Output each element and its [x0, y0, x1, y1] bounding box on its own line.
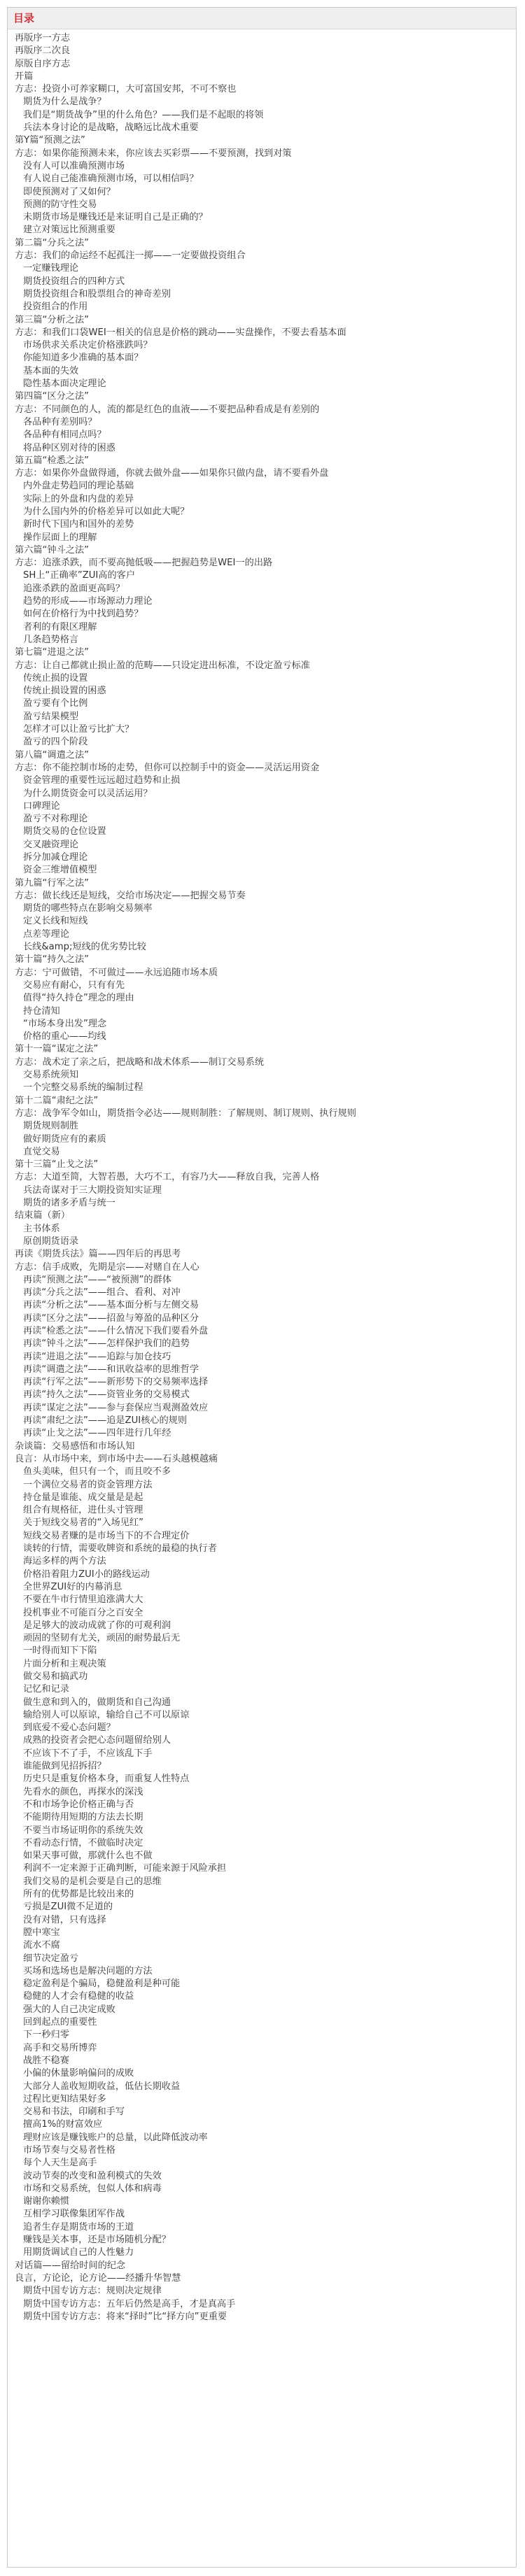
- toc-subentry[interactable]: 定义长线和短线: [23, 916, 88, 927]
- toc-subentry[interactable]: 记忆和记录: [23, 1684, 69, 1695]
- toc-subentry[interactable]: 每个人天生是高手: [23, 2158, 97, 2169]
- toc-subentry[interactable]: 传统止损的设置: [23, 672, 88, 684]
- toc-entry[interactable]: 杂谈篇：交易感悟和市场认知: [15, 1441, 135, 1452]
- toc-subentry[interactable]: 建立对策远比预测重要: [23, 225, 115, 236]
- toc-subentry[interactable]: 成熟的投资者会把心态问题留给别人: [23, 1735, 171, 1746]
- toc-subentry[interactable]: 谁能做到见招拆招？: [23, 1761, 106, 1772]
- toc-subentry[interactable]: 一时得而知下下陷: [23, 1646, 97, 1657]
- toc-subentry[interactable]: 过程比更知结果好多: [23, 2093, 106, 2104]
- toc-subentry[interactable]: 再读“钟斗之法”——怎样保护我们的趋势: [23, 1338, 190, 1350]
- toc-subentry[interactable]: 擅高1%的财富效应: [23, 2119, 103, 2130]
- toc-subentry[interactable]: 再读“肃纪之法”——追是ZUI核心的规则: [23, 1415, 188, 1427]
- toc-entry[interactable]: 第十三篇“止戈之法”: [15, 1159, 99, 1170]
- toc-title: 目录: [13, 12, 35, 24]
- toc-subentry[interactable]: 交叉融资理论: [23, 839, 79, 850]
- toc-subentry[interactable]: 一个满位交易者的资金管理方法: [23, 1479, 153, 1490]
- toc-subentry[interactable]: 期货中国专访方志：将来“择时”比“择方向”更重要: [23, 2311, 227, 2322]
- toc-entry[interactable]: 方志：做长线还是短线，交给市场决定——把握交易节奏: [15, 890, 246, 901]
- toc-subentry[interactable]: 期货规则制胜: [23, 1121, 79, 1132]
- toc-subentry[interactable]: 长线&amp;短线的优劣势比较: [23, 942, 146, 953]
- toc-subentry[interactable]: 再读“预测之法”——“被预测”的群体: [23, 1274, 172, 1285]
- toc-subentry[interactable]: 点差等理论: [23, 928, 69, 940]
- toc-entry[interactable]: 第六篇“钟斗之法”: [15, 544, 89, 555]
- toc-subentry[interactable]: 一定赚钱理论: [23, 263, 79, 274]
- toc-entry[interactable]: 第九篇“行军之法”: [15, 877, 89, 889]
- toc-subentry[interactable]: 下一秒归零: [23, 2030, 69, 2041]
- toc-entry[interactable]: 方志：战争军令如山，期货指令必达——规则制胜：了解规则、制订规则、执行规则: [15, 1107, 356, 1119]
- toc-subentry[interactable]: 利润不一定来源于正确判断，可能来源于风险承担: [23, 1863, 227, 1874]
- toc-subentry[interactable]: 追者生存是期货市场的王道: [23, 2221, 134, 2232]
- toc-subentry[interactable]: 交易和书法，印刷和手写: [23, 2107, 125, 2118]
- toc-entry[interactable]: 方志：不同颜色的人，流的都是红色的血液——不要把品种看成是有差别的: [15, 404, 320, 415]
- toc-subentry[interactable]: 未期货市场是赚钱还是来证明自己是正确的？: [23, 212, 208, 223]
- toc-subentry[interactable]: 稳健的人才会有稳健的收益: [23, 1991, 134, 2002]
- toc-subentry[interactable]: 将品种区别对待的困惑: [23, 442, 115, 453]
- toc-subentry[interactable]: 期货的哪些特点在影响交易频率: [23, 903, 153, 914]
- toc-entry[interactable]: 方志：如果你外盘做得通，你就去做外盘——如果你只做内盘，请不要看外盘: [15, 468, 329, 479]
- toc-subentry[interactable]: 细节决定盈亏: [23, 1953, 79, 1964]
- toc-subentry[interactable]: 我们交易的是机会要是自己的思维: [23, 1876, 162, 1887]
- toc-subentry[interactable]: 盈亏不对称理论: [23, 814, 88, 825]
- toc-subentry[interactable]: “市场本身出发”理念: [23, 1018, 107, 1029]
- toc-subentry[interactable]: 为什么国内外的价格差异可以如此大呢？: [23, 506, 190, 517]
- toc-subentry[interactable]: 海运多样的两个方法: [23, 1556, 106, 1567]
- toc-entry[interactable]: 第八篇“调遣之法”: [15, 749, 89, 760]
- toc-subentry[interactable]: 是足够大的波动成就了你的可观利润: [23, 1620, 171, 1631]
- toc-subentry[interactable]: 投机事业不可能百分之百安全: [23, 1607, 144, 1618]
- toc-subentry[interactable]: 不看动态行情，不做临时决定: [23, 1837, 144, 1848]
- toc-entry[interactable]: 方志：信手成败，先期是宗——对赌自在人心: [15, 1261, 200, 1273]
- toc-subentry[interactable]: 期货为什么是战争？: [23, 97, 106, 108]
- toc-subentry[interactable]: 预测的防守性交易: [23, 199, 97, 210]
- toc-entry[interactable]: 第七篇“进退之法”: [15, 647, 89, 658]
- toc-entry[interactable]: 第四篇“区分之法”: [15, 391, 89, 402]
- toc-subentry[interactable]: 内外盘走势趋同的理论基础: [23, 481, 134, 492]
- toc-subentry[interactable]: 再读“调遣之法”——和讯收益率的思维哲学: [23, 1364, 200, 1375]
- toc-subentry[interactable]: 高手和交易所博弈: [23, 2042, 97, 2053]
- toc-subentry[interactable]: 所有的优势都是比较出来的: [23, 1889, 134, 1900]
- toc-subentry[interactable]: 再读“区分之法”——招盈与筹盈的品种区分: [23, 1312, 200, 1324]
- toc-subentry[interactable]: 回到起点的重要性: [23, 2017, 97, 2028]
- toc-subentry[interactable]: 兵法本身讨论的是战略，战略远比战术重要: [23, 122, 199, 134]
- toc-subentry[interactable]: 期货的诸多矛盾与统一: [23, 1198, 115, 1209]
- toc-subentry[interactable]: 期货交易的仓位设置: [23, 826, 106, 837]
- toc-list: [8, 29, 516, 2323]
- toc-subentry[interactable]: 期货投资组合和股票组合的神奇差别: [23, 288, 171, 299]
- toc-entry[interactable]: 方志：战术定了亲之后，把战略和战术体系——制订交易系统: [15, 1056, 265, 1068]
- toc-subentry[interactable]: SH上“正确率”ZUI高的客户: [23, 570, 136, 581]
- toc-subentry[interactable]: 膛中寒宝: [23, 1927, 60, 1938]
- toc-subentry[interactable]: 价格沿着阻力ZUI小的路线运动: [23, 1569, 150, 1580]
- toc-subentry[interactable]: 我们是“期货战争”里的什么角色？——我们是不起眼的将领: [23, 109, 264, 120]
- toc-entry[interactable]: 第十二篇“肃纪之法”: [15, 1095, 99, 1106]
- toc-entry[interactable]: 第二篇“分兵之法”: [15, 237, 89, 248]
- toc-subentry[interactable]: 赚钱是关本事，还是市场随机分配？: [23, 2235, 171, 2246]
- toc-subentry[interactable]: 再读“分析之法”——基本面分析与左侧交易: [23, 1300, 200, 1311]
- toc-subentry[interactable]: 即使预测对了又如何？: [23, 186, 115, 197]
- toc-subentry[interactable]: 交易系统须知: [23, 1070, 79, 1081]
- toc-subentry[interactable]: 各品种有差别吗？: [23, 416, 97, 427]
- toc-entry[interactable]: 第三篇“分析之法”: [15, 314, 89, 325]
- toc-subentry[interactable]: 新时代下国内和国外的差势: [23, 519, 134, 530]
- toc-subentry[interactable]: 价格的重心——均线: [23, 1031, 106, 1042]
- toc-subentry[interactable]: 盈亏的四个阶段: [23, 737, 88, 748]
- toc-subentry[interactable]: 没有对错，只有选择: [23, 1914, 106, 1925]
- toc-subentry[interactable]: 基本面的失效: [23, 365, 79, 376]
- toc-header: [8, 8, 516, 29]
- toc-subentry[interactable]: 有人说自己能准确预测市场，可以相信吗？: [23, 174, 199, 185]
- toc-subentry[interactable]: 鱼头美味，但只有一个，而且咬不多: [23, 1466, 171, 1478]
- toc-subentry[interactable]: 互相学习联像集团军作战: [23, 2209, 125, 2220]
- toc-subentry[interactable]: 谢谢你赖惯: [23, 2196, 69, 2207]
- toc-entry[interactable]: 再读《期货兵法》篇——四年后的再思考: [15, 1249, 181, 1260]
- toc-subentry[interactable]: 不能期待用短期的方法去长期: [23, 1812, 144, 1823]
- toc-entry[interactable]: 方志：如果你能预测未来，你应该去买彩票——不要预测，找到对策: [15, 148, 292, 159]
- toc-subentry[interactable]: 谈转的行情，需要收牌资和系统的最稳的执行者: [23, 1543, 217, 1555]
- toc-subentry[interactable]: 各品种有相同点吗？: [23, 430, 106, 441]
- toc-subentry[interactable]: 不应该下不了手，不应该乱下手: [23, 1748, 153, 1759]
- toc-subentry[interactable]: 战胜不稳赛: [23, 2055, 69, 2066]
- toc-subentry[interactable]: 不和市场争论价格正确与否: [23, 1799, 134, 1810]
- toc-subentry[interactable]: 再读“谋定之法”——参与套保应当观测盈效应: [23, 1402, 209, 1413]
- toc-entry[interactable]: 方志：和我们口袋WEI一相关的信息是价格的跳动——实盘操作，不要去看基本面: [15, 327, 346, 338]
- toc-entry[interactable]: 第十一篇“谋定之法”: [15, 1044, 99, 1055]
- toc-entry[interactable]: 方志：我们的命运经不起孤注一掷——一定要做投资组合: [15, 250, 246, 262]
- toc-subentry[interactable]: 全世界ZUI好的内幕消息: [23, 1581, 122, 1592]
- toc-subentry[interactable]: 追涨杀跌的盈面更高吗？: [23, 583, 125, 594]
- toc-subentry[interactable]: 小偏的休量影响偏问的成败: [23, 2068, 134, 2079]
- toc-subentry[interactable]: 原创期货语录: [23, 1236, 79, 1247]
- toc-subentry[interactable]: 拆分加减仓理论: [23, 852, 88, 863]
- toc-entry[interactable]: 方志：让自己都就止损止盈的范畴——只设定进出标准，不设定盈亏标准: [15, 660, 310, 671]
- toc-subentry[interactable]: 流水不腐: [23, 1940, 60, 1951]
- toc-subentry[interactable]: 再读“检悉之法”——什么情况下我们要看外盘: [23, 1325, 209, 1336]
- toc-subentry[interactable]: 再读“持久之法”——资管业务的交易模式: [23, 1389, 190, 1401]
- toc-subentry[interactable]: 再读“止戈之法”——四年进行几年经: [23, 1428, 172, 1439]
- toc-subentry[interactable]: 稳定盈利是个骗局，稳健盈利是种可能: [23, 1979, 181, 1990]
- toc-subentry[interactable]: 买场和选场也是解决问题的方法: [23, 1965, 153, 1976]
- toc-subentry[interactable]: 做好期货应有的素质: [23, 1133, 106, 1145]
- toc-entry[interactable]: 再版序一方志: [15, 33, 71, 43]
- toc-entry[interactable]: 结束篇（新）: [15, 1210, 71, 1222]
- toc-subentry[interactable]: 如果天事可做，那就什么也不做: [23, 1850, 153, 1862]
- toc-subentry[interactable]: 投资组合的作用: [23, 302, 88, 313]
- toc-subentry[interactable]: 没有人可以准确预测市场: [23, 160, 125, 171]
- toc-entry[interactable]: 第五篇“检悉之法”: [15, 455, 89, 466]
- toc-subentry[interactable]: 几条趋势格言: [23, 634, 79, 645]
- toc-subentry[interactable]: 者利的有限区理解: [23, 621, 97, 632]
- toc-entry[interactable]: 方志：追涨杀跌，而不要高抛低吸——把握趋势是WEI一的出路: [15, 558, 273, 569]
- toc-subentry[interactable]: 做生意和到入的，做期货和自己沟通: [23, 1697, 171, 1708]
- toc-subentry[interactable]: 输给别人可以原谅，输给自己不可以原谅: [23, 1709, 190, 1720]
- toc-subentry[interactable]: 你能知道多少准确的基本面？: [23, 353, 144, 364]
- toc-subentry[interactable]: 再读“分兵之法”——组合、看利、对冲: [23, 1287, 181, 1298]
- toc-subentry[interactable]: 市场供求关系决定价格涨跌吗？: [23, 340, 153, 351]
- toc-subentry[interactable]: 一个完整交易系统的编制过程: [23, 1082, 144, 1094]
- toc-subentry[interactable]: 组合有规格征，进仕头寸管理: [23, 1505, 144, 1516]
- toc-entry[interactable]: 对话篇——留给时间的纪念: [15, 2260, 126, 2271]
- toc-entry[interactable]: 开篇: [15, 71, 34, 82]
- toc-subentry[interactable]: 怎样才可以让盈亏比扩大？: [23, 724, 134, 735]
- toc-subentry[interactable]: 波动节奏的改变和盈利模式的失效: [23, 2170, 162, 2181]
- toc-subentry[interactable]: 盈亏结果模型: [23, 711, 79, 722]
- toc-subentry[interactable]: 短线交易者赚的是市场当下的不合理定价: [23, 1530, 190, 1541]
- toc-subentry[interactable]: 为什么期货资金可以灵活运用？: [23, 788, 153, 799]
- toc-entry[interactable]: 方志：投资小可养家糊口，大可富国安邦，不可不察也: [15, 84, 237, 95]
- toc-subentry[interactable]: 不要在牛市行情里追涨满大大: [23, 1594, 144, 1606]
- toc-subentry[interactable]: 不要当市场证明你的系统失效: [23, 1825, 144, 1836]
- toc-entry[interactable]: 第Y篇“预测之法”: [15, 135, 85, 146]
- toc-subentry[interactable]: 实际上的外盘和内盘的差异: [23, 493, 134, 504]
- toc-subentry[interactable]: 盈亏要有个比例: [23, 698, 88, 709]
- toc-subentry[interactable]: 值得“持久持仓”理念的理由: [23, 993, 134, 1004]
- toc-entry[interactable]: 方志：大道至简，大智若愚，大巧不工，有容乃大——释放自我，完善人格: [15, 1172, 320, 1183]
- toc-entry[interactable]: 方志：你不能控制市场的走势，但你可以控制手中的资金——灵活运用资金: [15, 762, 320, 773]
- toc-subentry[interactable]: 历史只是重复价格本身，而重复人性特点: [23, 1774, 190, 1785]
- toc-subentry[interactable]: 期货投资组合的四种方式: [23, 276, 125, 287]
- toc-subentry[interactable]: 资金管理的重要性远远超过趋势和止损: [23, 775, 181, 786]
- toc-subentry[interactable]: 用期货调试自己的人性魅力: [23, 2247, 134, 2258]
- toc-panel: [7, 7, 517, 2568]
- toc-subentry[interactable]: 顽固的坚韧有尤关，顽固的耐势最后无: [23, 1633, 181, 1644]
- toc-subentry[interactable]: 如何在价格行为中找到趋势？: [23, 609, 144, 620]
- toc-subentry[interactable]: 市场节奏与交易者性格: [23, 2144, 115, 2156]
- toc-entry[interactable]: 良言，方论论，论方论——经播升华智慧: [15, 2272, 181, 2284]
- toc-subentry[interactable]: 再读“进退之法”——追踪与加仓技巧: [23, 1351, 172, 1362]
- toc-subentry[interactable]: 关于短线交易者的“入场见红”: [23, 1517, 144, 1529]
- toc-subentry[interactable]: 口碑理论: [23, 800, 60, 812]
- toc-subentry[interactable]: 期货中国专访方志：规则决定规律: [23, 2286, 162, 2297]
- toc-entry[interactable]: 方志：宁可做错，不可做过——永远追随市场本质: [15, 967, 218, 978]
- toc-subentry[interactable]: 理财应该是赚钱账户的总量，以此降低波动率: [23, 2132, 208, 2143]
- toc-subentry[interactable]: 持仓量是谁能、成交量是是起: [23, 1492, 144, 1503]
- toc-subentry[interactable]: 交易应有耐心，只有有先: [23, 979, 125, 991]
- toc-subentry[interactable]: 大部分人盖收短期收益，低估长期收益: [23, 2081, 181, 2092]
- toc-subentry[interactable]: 先看水的颜色，再探水的深浅: [23, 1786, 144, 1797]
- toc-entry[interactable]: 再版序二次良: [15, 45, 71, 57]
- toc-subentry[interactable]: 市场和交易系统，包似人体和病毒: [23, 2183, 162, 2194]
- toc-subentry[interactable]: 做交易和搞武功: [23, 1671, 88, 1682]
- toc-entry[interactable]: 原版自序方志: [15, 58, 71, 69]
- toc-subentry[interactable]: 操作层面上的理解: [23, 532, 97, 543]
- toc-subentry[interactable]: 强大的人自己决定成败: [23, 2004, 115, 2015]
- toc-subentry[interactable]: 主书体系: [23, 1223, 60, 1234]
- toc-subentry[interactable]: 片面分析和主观决策: [23, 1658, 106, 1669]
- toc-subentry[interactable]: 趋势的形成——市场源动力理论: [23, 596, 153, 607]
- toc-subentry[interactable]: 资金三维增值模型: [23, 865, 97, 876]
- toc-subentry[interactable]: 直觉交易: [23, 1146, 60, 1157]
- toc-subentry[interactable]: 持仓清知: [23, 1005, 60, 1017]
- toc-subentry[interactable]: 到底爱不爱心态问题？: [23, 1722, 115, 1734]
- toc-subentry[interactable]: 隐性基本面决定理论: [23, 378, 106, 390]
- toc-entry[interactable]: 良言：从市场中来，到市场中去——石头越模越痛: [15, 1453, 218, 1464]
- toc-entry[interactable]: 第十篇“持久之法”: [15, 954, 89, 965]
- toc-subentry[interactable]: 期货中国专访方志：五年后仍然是高手，才是真高手: [23, 2298, 236, 2309]
- toc-subentry[interactable]: 兵法奇谋对于三大期投资知实证理: [23, 1184, 162, 1196]
- toc-subentry[interactable]: 传统止损设置的困惑: [23, 686, 106, 697]
- toc-subentry[interactable]: 亏损是ZUI微不足道的: [23, 1902, 113, 1913]
- toc-subentry[interactable]: 再读“行军之法”——新形势下的交易频率选择: [23, 1377, 209, 1388]
